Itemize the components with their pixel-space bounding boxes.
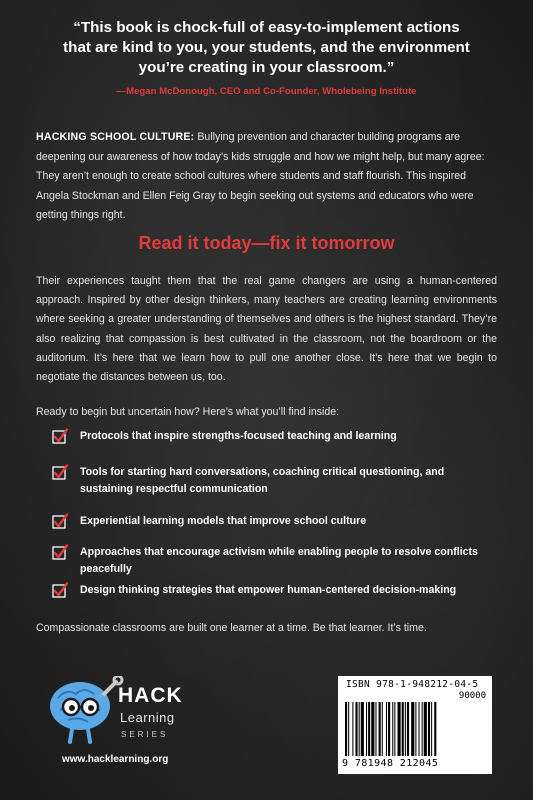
barcode-bar xyxy=(386,702,387,756)
checkbox-check-icon xyxy=(52,544,68,560)
barcode-bar xyxy=(434,702,436,756)
intro-paragraph xyxy=(36,128,497,226)
checkbox-check-icon xyxy=(52,464,68,480)
website-url: www.hacklearning.org xyxy=(62,754,169,765)
ean-number: 9 781948 212045 xyxy=(342,758,439,769)
barcode-bar xyxy=(405,702,406,756)
barcode-bar xyxy=(366,702,367,756)
list-item-text: Protocols that inspire strengths-focused teaching and learning xyxy=(80,430,397,442)
barcode-bar xyxy=(356,702,358,756)
brand-learning-wordmark: Learning xyxy=(120,710,175,725)
list-item-text: Design thinking strategies that empower human-centered decision-making xyxy=(80,584,457,596)
barcode-bar xyxy=(379,702,381,756)
tagline: Read it today—fix it tomorrow xyxy=(138,233,395,253)
barcode-bar xyxy=(345,702,347,756)
checkbox-check-icon xyxy=(52,582,68,598)
barcode-bar xyxy=(361,702,364,756)
body-paragraph-1: Their experiences taught them that the real game changers are using a human-centered approach. Inspired by other design thinkers, many teachers are creating learning environments where seeking a greater understanding of themselves and others is the highest standard. They’re also realizing that compassion is best cultivated in the classroom, not the boardroom or the auditorium. It’s here that we learn how to pull one another close. It’s here that we begin to negotiate the distances between us, too. xyxy=(36,275,497,384)
list-item-text: Tools for starting hard conversations, coaching critical questioning, and sustaining respectful communication xyxy=(80,466,445,495)
closing-line: Compassionate classrooms are built one learner at a time. Be that learner. It’s time. xyxy=(36,622,427,634)
intro-lead: HACKING SCHOOL CULTURE: xyxy=(36,131,195,143)
barcode-bar xyxy=(428,702,430,756)
brand-series-wordmark: SERIES xyxy=(121,730,169,739)
barcode-bar xyxy=(359,702,360,756)
quote-line-2: that are kind to you, your students, and the environment xyxy=(63,39,470,56)
barcode-bar xyxy=(422,702,423,756)
list-item-text: Approaches that encourage activism while enabling people to resolve conflicts peacefully xyxy=(80,546,478,575)
quote-line-3: you’re creating in your classroom.” xyxy=(138,59,395,76)
barcode-bar xyxy=(402,702,404,756)
barcode-bar xyxy=(348,702,349,756)
intro-text: Bullying prevention and character building programs are deepening our awareness of how today’s kids struggle and how we might help, but many agree: They aren’t enough to create school cultures where students and staff flourish. This inspired Angela Stockman and Ellen Feig Gray to begin seeking out systems and educators who were getting things right. xyxy=(36,131,485,221)
barcode-bar xyxy=(431,702,432,756)
barcode-bar xyxy=(392,702,393,756)
brand-hack-wordmark: HACK xyxy=(118,684,183,707)
barcode-bar xyxy=(415,702,416,756)
barcode-bar xyxy=(394,702,395,756)
barcode-bar xyxy=(388,702,390,756)
barcode-bar xyxy=(411,702,414,756)
barcode-bar xyxy=(368,702,370,756)
endorsement-quote xyxy=(40,18,493,78)
price-code: 90000 xyxy=(458,691,486,701)
barcode-bar xyxy=(375,702,376,756)
barcode-bar xyxy=(398,702,401,756)
barcode-bar xyxy=(382,702,383,756)
barcode-bar xyxy=(424,702,427,756)
barcode-bars-icon xyxy=(344,702,486,756)
list-item-text: Experiential learning models that improve school culture xyxy=(80,515,367,527)
barcode-bar xyxy=(371,702,374,756)
barcode-bar xyxy=(352,702,353,756)
checkbox-check-icon xyxy=(52,428,68,444)
checkbox-check-icon xyxy=(52,513,68,529)
quote-attribution: —Megan McDonough, CEO and Co-Founder, Wholebeing Institute xyxy=(116,86,417,97)
barcode-bar xyxy=(407,702,409,756)
isbn-barcode xyxy=(338,676,492,774)
quote-line-1: “This book is chock-full of easy-to-implement actions xyxy=(73,19,460,36)
body-paragraph-2: Ready to begin but uncertain how? Here’s what you’ll find inside: xyxy=(36,406,340,418)
isbn-text: ISBN 978-1-948212-04-5 xyxy=(346,679,479,690)
barcode-bar xyxy=(419,702,420,756)
